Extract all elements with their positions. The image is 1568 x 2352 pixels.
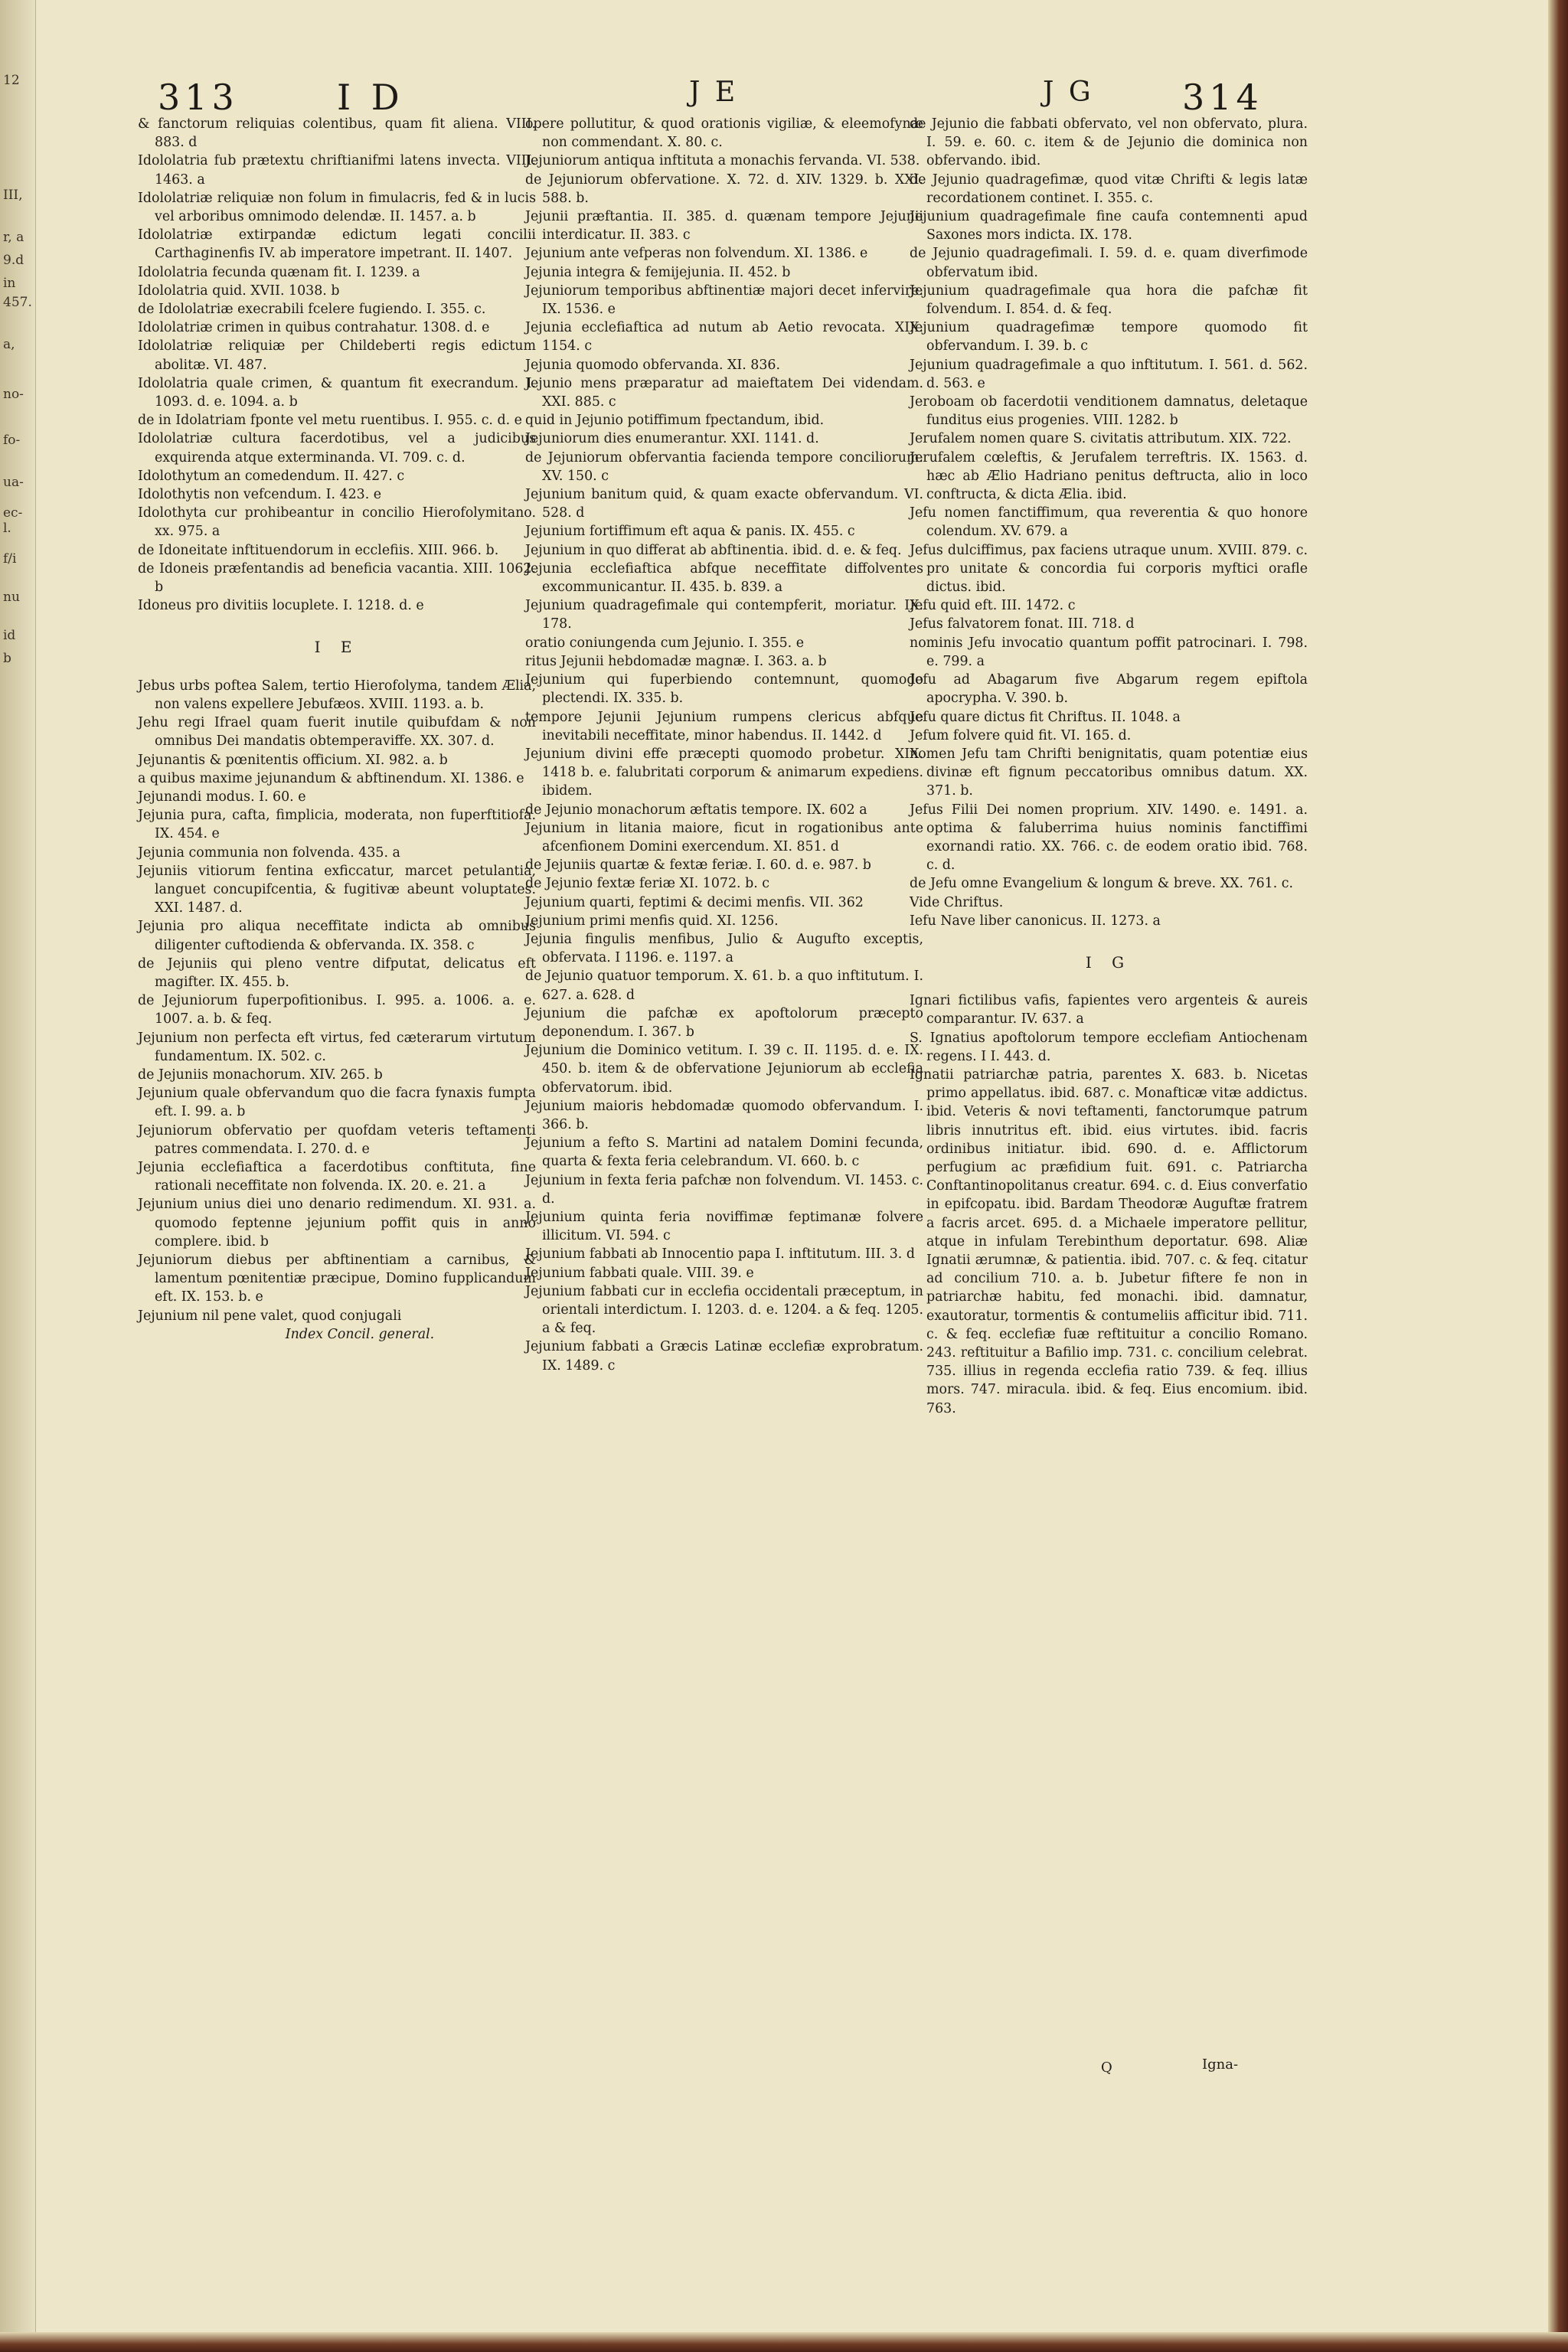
- index-entry: de in Idolatriam fponte vel metu ruentibus. I. 955. c. d. e: [138, 413, 522, 429]
- index-entry: Jefu nomen fanctiffimum, qua reverentia & quo honore colendum. XV. 679. a: [910, 505, 1308, 540]
- index-entry: Jefu quare dictus fit Chriftus. II. 1048. a: [910, 709, 1181, 725]
- right-running-head: J G: [1043, 77, 1094, 108]
- index-entry: de Idoneis præfentandis ad beneficia vacantia. XIII. 1062. b: [138, 560, 536, 596]
- index-column-left: [138, 115, 536, 1344]
- gutter-fragment: ua-: [3, 475, 24, 490]
- index-entry: & fanctorum reliquias colentibus, quam fit aliena. VIII. 883. d: [138, 116, 536, 151]
- index-entry: Idololatriæ reliquiæ per Childeberti regis edictum abolitæ. VI. 487.: [138, 338, 536, 373]
- entry-list: [910, 115, 1308, 930]
- gutter-fragment: 457.: [3, 295, 32, 310]
- index-entry: de Jejunio quadragefimali. I. 59. d. e. quam diverfimode obfervatum ibid.: [910, 246, 1308, 280]
- index-entry: Jejunium fabbati quale. VIII. 39. e: [525, 1265, 754, 1281]
- index-entry: Jejunium quadragefimale a quo inftitutum. I. 561. d. 562. d. 563. e: [910, 357, 1308, 391]
- index-entry: de Jefu omne Evangelium & longum & breve. XX. 761. c.: [910, 876, 1294, 892]
- index-entry: Jejunium die pafchæ ex apoftolorum præcepto deponendum. I. 367. b: [525, 1005, 923, 1040]
- index-entry: de Jejuniorum obfervantia facienda tempore conciliorum. XV. 150. c: [525, 449, 923, 484]
- index-entry: Jefu ad Abagarum five Abgarum regem epiftola apocrypha. V. 390. b.: [910, 672, 1308, 707]
- index-entry: Idololatria quid. XVII. 1038. b: [138, 283, 340, 299]
- index-entry: Jejunium in fexta feria pafchæ non folvendum. VI. 1453. c. d.: [525, 1172, 923, 1207]
- index-entry: Jejuniorum antiqua inftituta a monachis fervanda. VI. 538.: [525, 153, 920, 169]
- index-entry: Idololatria fub prætextu chriftianifmi latens invecta. VIII. 1463. a: [138, 153, 536, 188]
- index-entry: Jejunium quadragefimale qui contempferit, moriatur. IX. 178.: [525, 598, 923, 632]
- index-entry: Jejunium quadragefimale fine caufa contemnenti apud Saxones mors indicta. IX. 178.: [910, 209, 1308, 243]
- index-entry: Jejunium quinta feria noviffimæ feptimanæ folvere illicitum. VI. 594. c: [525, 1209, 923, 1244]
- index-entry: Jejuniorum dies enumerantur. XXI. 1141. d.: [525, 431, 819, 447]
- gutter-fragment: fo-: [3, 433, 21, 448]
- index-entry: Ignari fictilibus vafis, fapientes vero argenteis & aureis comparantur. IV. 637. a: [910, 993, 1308, 1027]
- index-entry: Idololatriæ cultura facerdotibus, vel a judicibus exquirenda atque exterminanda. VI. 709. c. d.: [138, 431, 536, 466]
- index-entry: Jejunium nil pene valet, quod conjugali: [138, 1308, 402, 1324]
- index-entry: Jejunium ante vefperas non folvendum. XI. 1386. e: [525, 246, 868, 262]
- index-entry: de Jejunio quadragefimæ, quod vitæ Chrifti & legis latæ recordationem continet. I. 355. c.: [910, 172, 1308, 206]
- index-entry: Jejunium primi menfis quid. XI. 1256.: [525, 913, 779, 929]
- index-entry: Jejunia pura, cafta, fimplicia, moderata, non fuperftitiofa. IX. 454. e: [138, 808, 536, 842]
- index-entry: Jejunium banitum quid, & quam exacte obfervandum. VI. 528. d: [525, 487, 923, 521]
- index-entry: Jejunia ecclefiaftica abfque neceffitate diffolventes excommunicantur. II. 435. b. 839. a: [525, 560, 923, 596]
- index-entry: Idolothytum an comedendum. II. 427. c: [138, 468, 405, 484]
- index-entry: Jebus urbs poftea Salem, tertio Hierofolyma, tandem Ælia, non valens expellere Jebufæos. XVIII. 1193. a. b.: [138, 678, 536, 712]
- entry-list: [910, 991, 1308, 1418]
- index-entry: Jeroboam ob facerdotii venditionem damnatus, deletaque funditus eius progenies. VIII. 1282. b: [910, 394, 1308, 429]
- entry-list: [525, 115, 923, 1375]
- index-entry: Jejunia ecclefiaftica a facerdotibus conftituta, fine rationali neceffitate non folvenda. IX. 20. e. 21. a: [138, 1159, 536, 1194]
- catchword: Igna-: [1202, 2056, 1239, 2073]
- gutter-fragment: no-: [3, 387, 24, 402]
- index-entry: de Jejunio fextæ feriæ XI. 1072. b. c: [525, 876, 769, 892]
- index-entry: Jejunia pro aliqua neceffitate indicta ab omnibus diligenter cuftodienda & obfervanda. IX. 358. c: [138, 919, 536, 953]
- index-entry: Jejunia fingulis menfibus, Julio & Augufto exceptis, obfervata. I 1196. e. 1197. a: [525, 931, 923, 966]
- gutter-fragment: f/i: [3, 551, 17, 567]
- section-heading-ie: I E: [314, 638, 360, 657]
- index-entry: Iefu Nave liber canonicus. II. 1273. a: [910, 913, 1161, 929]
- page-footer: Index Concil. general.: [285, 1326, 435, 1342]
- right-page-number: 314: [1182, 77, 1263, 118]
- index-entry: Jefus falvatorem fonat. III. 718. d: [910, 616, 1135, 632]
- index-entry: Jejunia quomodo obfervanda. XI. 836.: [525, 357, 781, 373]
- index-entry: de Idoneitate inftituendorum in ecclefiis. XIII. 966. b.: [138, 542, 499, 558]
- binding-edge-right: [1548, 0, 1568, 2352]
- index-entry: Idololatriæ extirpandæ edictum legati concilii Carthaginenfis IV. ab imperatore impetrant. II. 1407.: [138, 227, 536, 262]
- gutter-fragment: III,: [3, 188, 23, 203]
- index-entry: Jejuniis vitiorum fentina exficcatur, marcet petulantia, languet concupifcentia, & fugitivæ abeunt voluptates. XXI. 1487. d.: [138, 863, 536, 916]
- index-entry: Idololatriæ reliquiæ non folum in fimulacris, fed & in lucis vel arboribus omnimodo delendæ. II. 1457. a. b: [138, 190, 536, 225]
- index-entry: de Jejunio die fabbati obfervato, vel non obfervato, plura. I. 59. e. 60. c. item & de Jejunio die dominica non obfervando. ibid.: [910, 116, 1308, 169]
- index-entry: Jejunium quadragefimæ tempore quomodo fit obfervandum. I. 39. b. c: [910, 320, 1308, 354]
- index-entry: Jejunium quale obfervandum quo die facra fynaxis fumpta eft. I. 99. a. b: [138, 1086, 536, 1120]
- index-entry: Jejunium a fefto S. Martini ad natalem Domini fecunda, quarta & fexta feria celebrandum. VI. 660. b. c: [525, 1135, 923, 1170]
- index-entry: de Jejuniis qui pleno ventre difputat, delicatus eft magifter. IX. 455. b.: [138, 956, 536, 990]
- index-entry: Jejunium die Dominico vetitum. I. 39 c. II. 1195. d. e. IX. 450. b. item & de obfervatione Jejuniorum ab ecclefia obfervatorum. ibid.: [525, 1043, 923, 1096]
- index-column-middle: [525, 115, 923, 1375]
- index-entry: de Idololatriæ execrabili fcelere fugiendo. I. 355. c.: [138, 302, 486, 318]
- index-entry: a quibus maxime jejunandum & abftinendum. XI. 1386. e: [138, 770, 524, 786]
- index-entry: nominis Jefu invocatio quantum poffit patrocinari. I. 798. e. 799. a: [910, 635, 1308, 669]
- index-entry: de Jejuniis monachorum. XIV. 265. b: [138, 1067, 383, 1083]
- index-entry: Jejunia ecclefiaftica ad nutum ab Aetio revocata. XIX. 1154. c: [525, 320, 923, 354]
- gutter-fragment: l.: [3, 521, 11, 536]
- index-entry: de Jejunio quatuor temporum. X. 61. b. a quo inftitutum. I. 627. a. 628. d: [525, 969, 923, 1003]
- index-entry: Idololatria fecunda quænam fit. I. 1239. a: [138, 264, 420, 280]
- entry-list: [138, 677, 536, 1325]
- index-entry: Jejunium maioris hebdomadæ quomodo obfervandum. I. 366. b.: [525, 1098, 923, 1132]
- index-entry: Idolothyta cur prohibeantur in concilio Hierofolymitano. xx. 975. a: [138, 505, 536, 540]
- facing-page-gutter: [0, 0, 36, 2352]
- index-entry: Jefum folvere quid fit. VI. 165. d.: [910, 727, 1132, 743]
- index-entry: quid in Jejunio potiffimum fpectandum, ibid.: [525, 413, 825, 429]
- index-entry: Jefus Filii Dei nomen proprium. XIV. 1490. e. 1491. a. optima & faluberrima huius nominis fanctiffimi exornandi ratio. XX. 766. c. de eodem oratio ibid. 768. c. d.: [910, 802, 1308, 874]
- left-page-number: 313: [158, 77, 239, 118]
- index-entry: ritus Jejunii hebdomadæ magnæ. I. 363. a. b: [525, 653, 827, 669]
- index-entry: Jejunia communia non folvenda. 435. a: [138, 844, 400, 861]
- index-column-right: [910, 115, 1308, 1418]
- index-entry: Ignatii patriarchæ patria, parentes X. 683. b. Nicetas primo appellatus. ibid. 687. c. Monafticæ vitæ addictus. ibid. Veteris & novi teftamenti, fanctorumque patrum libris innutritus eft. ibid. eius virtutes. ibid. facris ordinibus initiatur. ibid. 690. d. e. Afflictorum perfugium ac præfidium fuit. 691. c. Patriarcha Conftantinopolitanus creatur. 694. c. d. Eius converfatio in epifcopatu. ibid. Bardam Theodoræ Auguftæ fratrem a facris arcet. 695. d. a Michaele imperatore pellitur, atque in infulam Terebinthum deportatur. 698. Aliæ Ignatii ærumnæ, & patientia. ibid. 707. c. & feq. citatur ad concilium 710. a. b. Jubetur fiftere fe non in patriarchæ habitu, fed monachi. ibid. damnatur, exautoratur, tormentis & contumeliis afficitur ibid. 711. c. & feq. ecclefiæ fuæ reftituitur a concilio Romano. 243. reftituitur a Bafilio imp. 731. c. concilium celebrat. 735. illius in regenda ecclefia ratio 739. & feq. illius mors. 747. miracula. ibid. & feq. Eius encomium. ibid. 763.: [910, 1067, 1308, 1416]
- index-entry: nomen Jefu tam Chrifti benignitatis, quam potentiæ eius divinæ eft fignum peccatoribus omnibus datum. XX. 371. b.: [910, 746, 1308, 799]
- index-entry: Jejuniorum obfervatio per quofdam veteris teftamenti patres commendata. I. 270. d. e: [138, 1122, 536, 1157]
- gutter-fragment: a,: [3, 337, 15, 352]
- gutter-fragment: r, a: [3, 230, 24, 245]
- index-entry: opere pollutitur, & quod orationis vigiliæ, & eleemofynæ non commendant. X. 80. c.: [525, 116, 923, 151]
- index-entry: Jefus dulciffimus, pax faciens utraque unum. XVIII. 879. c. pro unitate & concordia fui corporis myftici orafle dictus. ibid.: [910, 542, 1308, 596]
- index-entry: Jejunium divini effe præcepti quomodo probetur. XIX. 1418 b. e. falubritati corporum & animarum expediens. ibidem.: [525, 746, 923, 799]
- left-running-head: I D: [337, 77, 404, 118]
- index-entry: de Jejuniorum obfervatione. X. 72. d. XIV. 1329. b. XXI. 588. b.: [525, 172, 923, 206]
- index-entry: Idololatriæ crimen in quibus contrahatur. 1308. d. e: [138, 320, 490, 336]
- index-entry: Jejuniorum diebus per abftinentiam a carnibus, & lamentum pœnitentiæ præcipue, Domino fupplicandum eft. IX. 153. b. e: [138, 1252, 536, 1305]
- section-heading-ig: I G: [1085, 952, 1132, 972]
- index-entry: Jejunium fortiffimum eft aqua & panis. IX. 455. c: [525, 524, 855, 540]
- index-entry: Jejunii præftantia. II. 385. d. quænam tempore Jejunii interdicatur. II. 383. c: [525, 209, 923, 243]
- index-entry: Idoneus pro divitiis locuplete. I. 1218. d. e: [138, 598, 424, 614]
- gutter-fragment: id: [3, 628, 16, 643]
- index-entry: Vide Chriftus.: [910, 894, 1004, 910]
- index-entry: Jehu regi Ifrael quam fuerit inutile quibufdam & non omnibus Dei mandatis obtemperaviffe. XX. 307. d.: [138, 715, 536, 750]
- index-entry: Jejunium qui fuperbiendo contemnunt, quomodo plectendi. IX. 335. b.: [525, 672, 923, 707]
- gutter-fragment: in: [3, 276, 16, 291]
- index-entry: Jejunio mens præparatur ad maieftatem Dei videndam. XXI. 885. c: [525, 375, 923, 410]
- gutter-fragment: 9.d: [3, 253, 24, 268]
- gutter-fragment: ec-: [3, 505, 23, 521]
- index-entry: Idolothytis non vefcendum. I. 423. e: [138, 487, 382, 503]
- index-entry: Jejunium quadragefimale qua hora die pafchæ fit folvendum. I. 854. d. & feq.: [910, 283, 1308, 318]
- index-entry: Jejunium fabbati a Græcis Latinæ ecclefiæ exprobratum. IX. 1489. c: [525, 1339, 923, 1374]
- entry-list: [138, 115, 536, 615]
- index-entry: Jerufalem cœleftis, & Jerufalem terreftris. IX. 1563. d. hæc ab Ælio Hadriano penitus deftructa, alio in loco conftructa, & dicta Ælia. ibid.: [910, 449, 1308, 503]
- index-entry: Jejunia integra & femijejunia. II. 452. b: [525, 264, 791, 280]
- index-entry: de Jejuniis quartæ & fextæ feriæ. I. 60. d. e. 987. b: [525, 858, 871, 874]
- index-entry: Jejunium non perfecta eft virtus, fed cæterarum virtutum fundamentum. IX. 502. c.: [138, 1030, 536, 1064]
- index-entry: oratio coniungenda cum Jejunio. I. 355. e: [525, 635, 804, 651]
- gutter-fragment: 12: [3, 73, 20, 88]
- index-entry: S. Ignatius apoftolorum tempore ecclefiam Antiochenam regens. I I. 443. d.: [910, 1030, 1308, 1064]
- index-entry: Jerufalem nomen quare S. civitatis attributum. XIX. 722.: [910, 431, 1292, 447]
- index-entry: Jejunandi modus. I. 60. e: [138, 789, 306, 805]
- index-entry: Jejunium unius diei uno denario redimendum. XI. 931. a. quomodo feptenne jejunium poffit quis in anno complere. ibid. b: [138, 1197, 536, 1250]
- index-entry: Jejunium in litania maiore, ficut in rogationibus ante afcenfionem Domini exercendum. XI. 851. d: [525, 820, 923, 854]
- center-running-head: J E: [689, 77, 739, 108]
- index-entry: Jejunium in quo differat ab abftinentia. ibid. d. e. & feq.: [525, 542, 902, 558]
- index-entry: tempore Jejunii Jejunium rumpens clericus abfque inevitabili neceffitate, minor habendus. II. 1442. d: [525, 709, 923, 743]
- index-entry: Jefu quid eft. III. 1472. c: [910, 598, 1076, 614]
- index-entry: de Jejuniorum fuperpofitionibus. I. 995. a. 1006. a. e. 1007. a. b. & feq.: [138, 993, 536, 1027]
- signature-mark: Q: [1101, 2060, 1112, 2076]
- binding-edge-bottom: [0, 2332, 1568, 2352]
- index-entry: Jejuniorum temporibus abftinentiæ majori decet infervire. IX. 1536. e: [525, 283, 923, 318]
- gutter-fragment: b: [3, 651, 11, 666]
- index-entry: Jejunium fabbati ab Innocentio papa I. inftitutum. III. 3. d: [525, 1246, 915, 1263]
- index-entry: Jejunantis & pœnitentis officium. XI. 982. a. b: [138, 752, 448, 768]
- index-entry: Idololatria quale crimen, & quantum fit execrandum. I. 1093. d. e. 1094. a. b: [138, 375, 536, 410]
- index-entry: Jejunium quarti, feptimi & decimi menfis. VII. 362: [525, 894, 864, 910]
- index-entry: Jejunium fabbati cur in ecclefia occidentali præceptum, in orientali interdictum. I. 1203. d. e. 1204. a & feq. 1205. a & feq.: [525, 1283, 923, 1337]
- gutter-fragment: nu: [3, 590, 20, 605]
- index-entry: de Jejunio monachorum æftatis tempore. IX. 602 a: [525, 802, 867, 818]
